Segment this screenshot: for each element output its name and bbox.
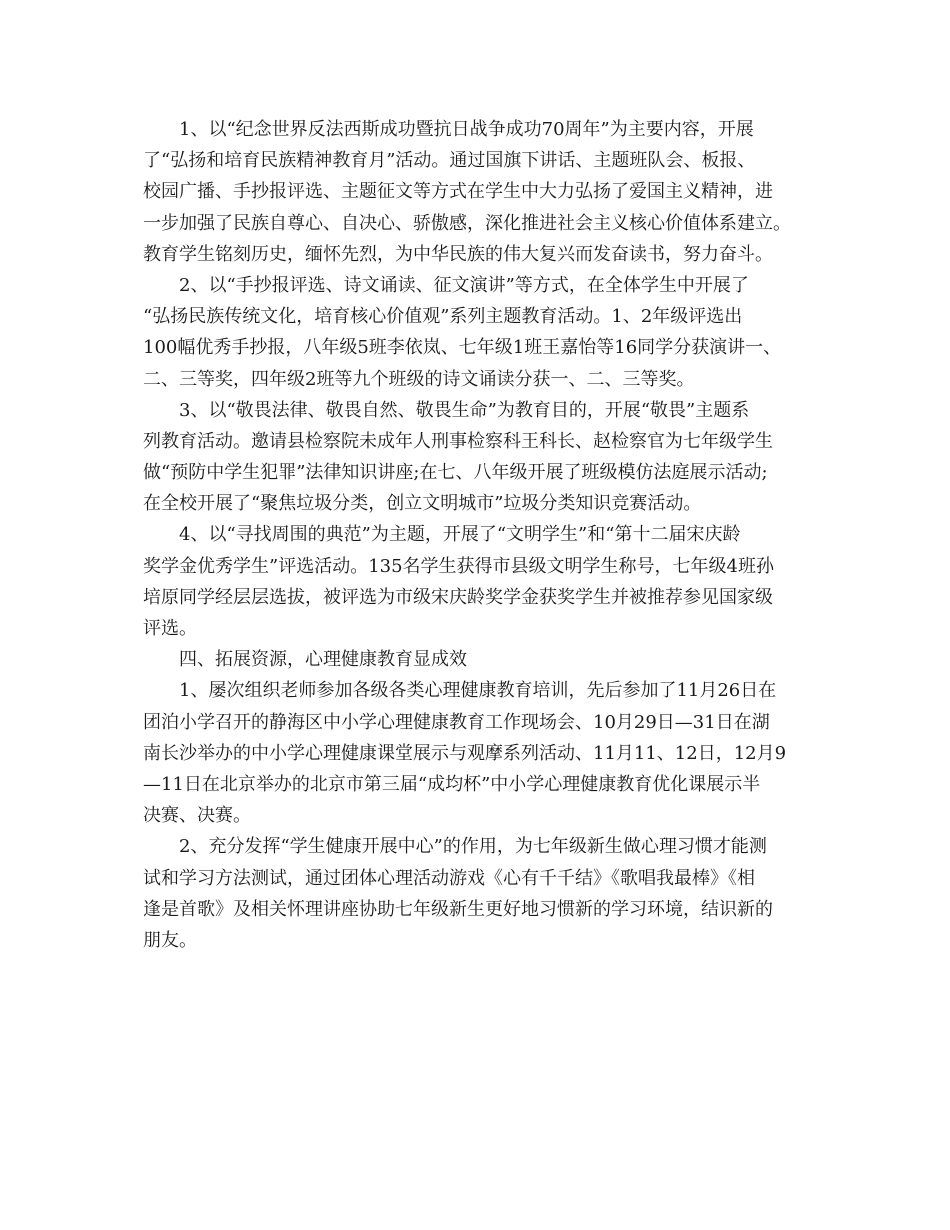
- document-body: [143, 114, 811, 956]
- text-line: 试和学习方法测试，通过团体心理活动游戏《心有千千结》《歌唱我最棒》《相: [143, 867, 755, 889]
- text-line: 1、屡次组织老师参加各级各类心理健康教育培训，先后参加了11月26日在: [179, 680, 777, 702]
- text-line: 4、以“寻找周围的典范”为主题，开展了“文明学生”和“第十二届宋庆龄: [179, 524, 741, 546]
- text-line: 2、以“手抄报评选、诗文诵读、征文演讲”等方式，在全体学生中开展了: [179, 274, 749, 296]
- text-line: —11日在北京举办的北京市第三届“成均杯”中小学心理健康教育优化课展示半: [143, 773, 761, 795]
- text-line: 朋友。: [143, 929, 197, 951]
- text-line: 了“弘扬和培育民族精神教育月”活动。通过国旗下讲话、主题班队会、板报、: [143, 150, 756, 172]
- text-line: 逢是首歌》及相关怀理讲座协助七年级新生更好地习惯新的学习环境，结识新的: [143, 898, 773, 920]
- text-line: 一步加强了民族自尊心、自决心、骄傲感，深化推进社会主义核心价值体系建立。: [143, 212, 791, 234]
- section-heading-mental-health: [143, 644, 811, 675]
- text-line: 校园广播、手抄报评选、主题征文等方式在学生中大力弘扬了爱国主义精神，进: [143, 181, 773, 203]
- text-line: 奖学金优秀学生”评选活动。135名学生获得市县级文明学生称号，七年级4班孙: [143, 555, 775, 577]
- paragraph-reverence-education: [143, 395, 811, 520]
- section-heading: 四、拓展资源，心理健康教育显成效: [179, 649, 467, 671]
- text-line: 评选。: [143, 618, 197, 639]
- text-line: 南长沙举办的中小学心理健康课堂展示与观摩系列活动、11月11、12日，12月9: [143, 742, 787, 764]
- text-line: 二、三等奖，四年级2班等九个班级的诗文诵读分获一、二、三等奖。: [143, 368, 695, 390]
- text-line: 2、充分发挥“学生健康开展中心”的作用，为七年级新生做心理习惯才能测: [179, 836, 767, 858]
- text-line: 100幅优秀手抄报，八年级5班李依岚、七年级1班王嘉怡等16同学分获演讲一、: [143, 337, 782, 359]
- text-line: “弘扬民族传统文化，培育核心价值观”系列主题教育活动。1、2年级评选出: [143, 306, 743, 328]
- text-line: 3、以“敬畏法律、敬畏自然、敬畏生命”为教育目的，开展“敬畏”主题系: [179, 399, 750, 421]
- paragraph-patriotism-month: [143, 114, 811, 270]
- text-line: 做“预防中学生犯罪”法律知识讲座;在七、八年级开展了班级模仿法庭展示活动;: [143, 462, 768, 484]
- text-line: 团泊小学召开的静海区中小学心理健康教育工作现场会、10月29日—31日在湖: [143, 711, 770, 733]
- text-line: 决赛、决赛。: [143, 805, 251, 827]
- text-line: 教育学生铭刻历史，缅怀先烈，为中华民族的伟大复兴而发奋读书，努力奋斗。: [143, 243, 773, 265]
- paragraph-health-center: [143, 831, 811, 956]
- paragraph-traditional-culture: [143, 270, 811, 395]
- text-line: 列教育活动。邀请县检察院未成年人刑事检察科王科长、赵检察官为七年级学生: [143, 430, 773, 452]
- paragraph-teacher-training: [143, 675, 811, 831]
- paragraph-model-students: [143, 519, 811, 644]
- text-line: 1、以“纪念世界反法西斯成功暨抗日战争成功70周年”为主要内容，开展: [179, 119, 754, 140]
- text-line: 培原同学经层层选拔，被评选为市级宋庆龄奖学金获奖学生并被推荐参见国家级: [143, 586, 773, 608]
- text-line: 在全校开展了“聚焦垃圾分类，创立文明城市”垃圾分类知识竞赛活动。: [143, 493, 702, 515]
